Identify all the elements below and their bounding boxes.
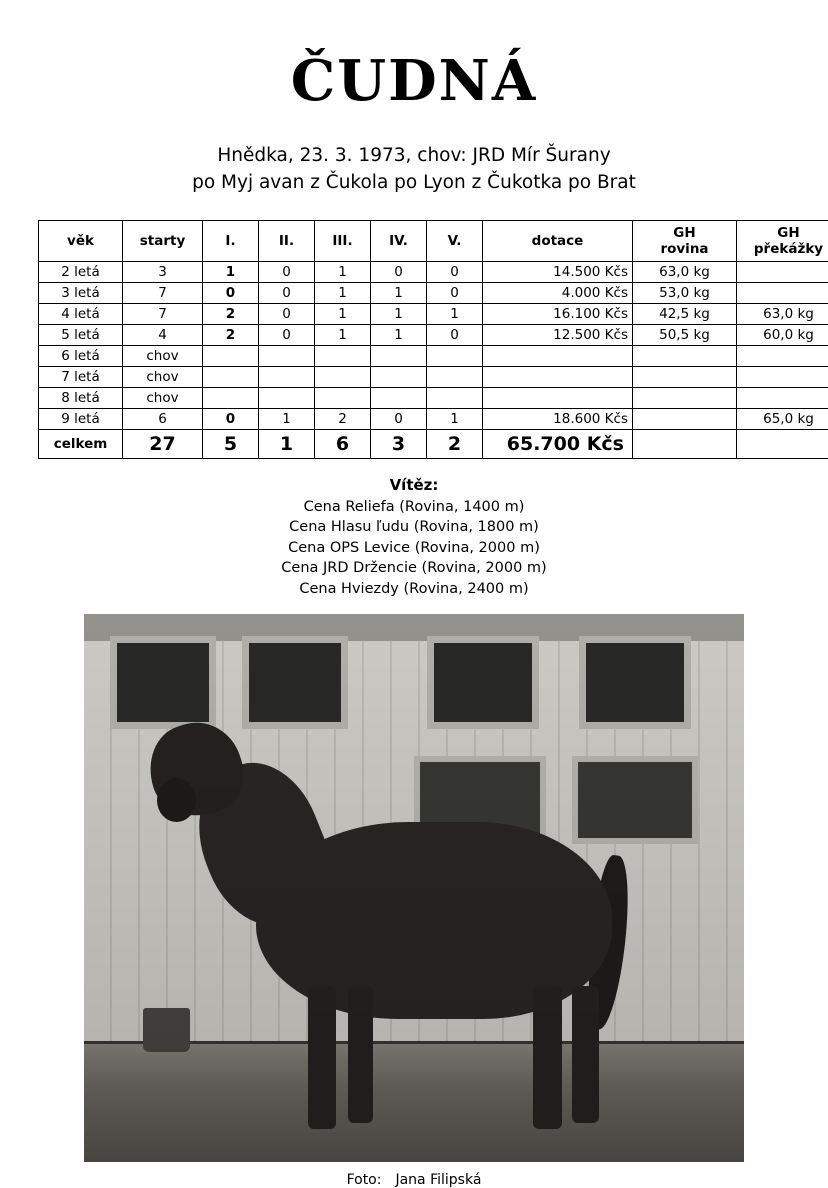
cell-gh-prekazky: [737, 346, 828, 367]
results-table-body: [39, 262, 828, 459]
winner-section: [0, 475, 828, 599]
cell-vek: 4 letá: [39, 304, 123, 325]
header-dotace: dotace: [483, 221, 633, 262]
cell-place-1: 2: [203, 304, 259, 325]
cell-dotace: [483, 346, 633, 367]
cell-starty: chov: [123, 346, 203, 367]
cell-total-label: celkem: [39, 430, 123, 459]
photo-credit-label: Foto:: [347, 1172, 382, 1188]
header-gh-prekazky-line1: GH: [777, 225, 799, 241]
cell-total-place-3: 6: [315, 430, 371, 459]
horse-photo: [84, 614, 744, 1162]
header-place-5: V.: [427, 221, 483, 262]
header-place-3: III.: [315, 221, 371, 262]
horse-foreleg: [348, 986, 373, 1123]
cell-total-place-2: 1: [259, 430, 315, 459]
cell-vek: 6 letá: [39, 346, 123, 367]
cell-gh-rovina: 53,0 kg: [633, 283, 737, 304]
cell-place-3: [315, 388, 371, 409]
cell-vek: 8 letá: [39, 388, 123, 409]
cell-place-1: [203, 346, 259, 367]
cell-total-place-5: 2: [427, 430, 483, 459]
cell-vek: 7 letá: [39, 367, 123, 388]
cell-place-2: [259, 388, 315, 409]
cell-place-4: 1: [371, 325, 427, 346]
cell-starty: 3: [123, 262, 203, 283]
cell-dotace: 16.100 Kčs: [483, 304, 633, 325]
cell-dotace: [483, 367, 633, 388]
header-gh-prekazky: [737, 221, 828, 262]
cell-total-dotace: 65.700 Kčs: [483, 430, 633, 459]
header-gh-rovina: [633, 221, 737, 262]
header-vek: věk: [39, 221, 123, 262]
cell-starty: chov: [123, 367, 203, 388]
cell-place-1: [203, 388, 259, 409]
cell-starty: 7: [123, 283, 203, 304]
cell-place-2: 0: [259, 304, 315, 325]
winner-race-item: Cena Hviezdy (Rovina, 2400 m): [0, 579, 828, 600]
cell-gh-rovina: [633, 367, 737, 388]
cell-place-1: 2: [203, 325, 259, 346]
table-row: [39, 367, 828, 388]
horse-foreleg: [308, 986, 336, 1128]
header-place-2: II.: [259, 221, 315, 262]
cell-gh-prekazky: [737, 262, 828, 283]
cell-dotace: 14.500 Kčs: [483, 262, 633, 283]
table-row: [39, 409, 828, 430]
table-row: [39, 325, 828, 346]
photo-credit: [0, 1172, 828, 1188]
cell-place-2: [259, 367, 315, 388]
page-title: ČUDNÁ: [0, 0, 828, 111]
winner-race-item: Cena OPS Levice (Rovina, 2000 m): [0, 538, 828, 559]
cell-place-4: 1: [371, 283, 427, 304]
cell-starty: 4: [123, 325, 203, 346]
cell-dotace: 12.500 Kčs: [483, 325, 633, 346]
cell-starty: 6: [123, 409, 203, 430]
cell-vek: 5 letá: [39, 325, 123, 346]
ground: [84, 1041, 744, 1162]
pedigree-subtitle: [0, 143, 828, 197]
horse-hindleg: [533, 986, 562, 1128]
cell-vek: 3 letá: [39, 283, 123, 304]
winner-race-item: Cena JRD Držencie (Rovina, 2000 m): [0, 558, 828, 579]
cell-total-starty: 27: [123, 430, 203, 459]
results-table: [38, 220, 828, 459]
cell-starty: 7: [123, 304, 203, 325]
cell-vek: 9 letá: [39, 409, 123, 430]
cell-place-3: [315, 346, 371, 367]
cell-place-3: 1: [315, 283, 371, 304]
header-gh-rovina-line2: rovina: [660, 241, 708, 257]
cell-place-3: 2: [315, 409, 371, 430]
stable-window: [427, 636, 539, 729]
cell-place-2: 1: [259, 409, 315, 430]
subtitle-line-sire-dam: po Myj avan z Čukola po Lyon z Čukotka po Brat: [0, 170, 828, 197]
header-place-4: IV.: [371, 221, 427, 262]
horse-photo-container: [84, 614, 744, 1162]
table-header-row: [39, 221, 828, 262]
cell-total-gh-prekazky: [737, 430, 828, 459]
table-row: [39, 283, 828, 304]
table-row: [39, 346, 828, 367]
cell-place-4: 0: [371, 262, 427, 283]
winner-heading: Vítěz:: [0, 475, 828, 496]
cell-place-4: [371, 367, 427, 388]
stable-window: [579, 636, 691, 729]
cell-starty: chov: [123, 388, 203, 409]
subtitle-line-breeding: Hnědka, 23. 3. 1973, chov: JRD Mír Šurany: [217, 145, 610, 166]
stable-window: [242, 636, 348, 729]
photo-credit-name: Jana Filipská: [395, 1172, 481, 1188]
cell-place-5: 1: [427, 304, 483, 325]
cell-dotace: 4.000 Kčs: [483, 283, 633, 304]
cell-gh-rovina: [633, 388, 737, 409]
cell-gh-prekazky: [737, 388, 828, 409]
cell-place-3: 1: [315, 325, 371, 346]
header-place-1: I.: [203, 221, 259, 262]
cell-place-4: [371, 346, 427, 367]
cell-place-5: [427, 388, 483, 409]
winner-race-item: Cena Reliefa (Rovina, 1400 m): [0, 497, 828, 518]
cell-gh-prekazky: 63,0 kg: [737, 304, 828, 325]
cell-place-3: 1: [315, 262, 371, 283]
cell-gh-rovina: 50,5 kg: [633, 325, 737, 346]
cell-place-1: 0: [203, 409, 259, 430]
table-row: [39, 304, 828, 325]
table-total-row: [39, 430, 828, 459]
cell-total-place-1: 5: [203, 430, 259, 459]
cell-gh-prekazky: 60,0 kg: [737, 325, 828, 346]
horse-muzzle: [157, 778, 197, 822]
stable-window: [110, 636, 216, 729]
cell-gh-prekazky: 65,0 kg: [737, 409, 828, 430]
winner-race-item: Cena Hlasu ľudu (Rovina, 1800 m): [0, 517, 828, 538]
table-row: [39, 388, 828, 409]
cell-total-place-4: 3: [371, 430, 427, 459]
cell-place-1: 0: [203, 283, 259, 304]
cell-gh-rovina: 63,0 kg: [633, 262, 737, 283]
header-gh-prekazky-line2: překážky: [754, 241, 823, 257]
results-table-container: [38, 220, 790, 459]
cell-place-5: 0: [427, 283, 483, 304]
cell-place-5: [427, 367, 483, 388]
cell-place-5: 1: [427, 409, 483, 430]
cell-place-2: [259, 346, 315, 367]
cell-place-5: 0: [427, 325, 483, 346]
cell-place-2: 0: [259, 262, 315, 283]
table-row: [39, 262, 828, 283]
cell-gh-prekazky: [737, 283, 828, 304]
cell-place-4: [371, 388, 427, 409]
cell-place-5: 0: [427, 262, 483, 283]
cell-gh-rovina: 42,5 kg: [633, 304, 737, 325]
header-starty: starty: [123, 221, 203, 262]
cell-place-5: [427, 346, 483, 367]
cell-total-gh-rovina: [633, 430, 737, 459]
cell-place-4: 1: [371, 304, 427, 325]
cell-place-1: [203, 367, 259, 388]
cell-gh-prekazky: [737, 367, 828, 388]
header-gh-rovina-line1: GH: [673, 225, 695, 241]
cell-place-3: [315, 367, 371, 388]
cell-gh-rovina: [633, 346, 737, 367]
horse-hindleg: [572, 986, 598, 1123]
cell-place-2: 0: [259, 283, 315, 304]
cell-place-2: 0: [259, 325, 315, 346]
stable-door: [572, 756, 697, 844]
bucket: [143, 1008, 189, 1052]
cell-place-3: 1: [315, 304, 371, 325]
cell-place-4: 0: [371, 409, 427, 430]
cell-vek: 2 letá: [39, 262, 123, 283]
cell-gh-rovina: [633, 409, 737, 430]
cell-dotace: [483, 388, 633, 409]
cell-dotace: 18.600 Kčs: [483, 409, 633, 430]
cell-place-1: 1: [203, 262, 259, 283]
